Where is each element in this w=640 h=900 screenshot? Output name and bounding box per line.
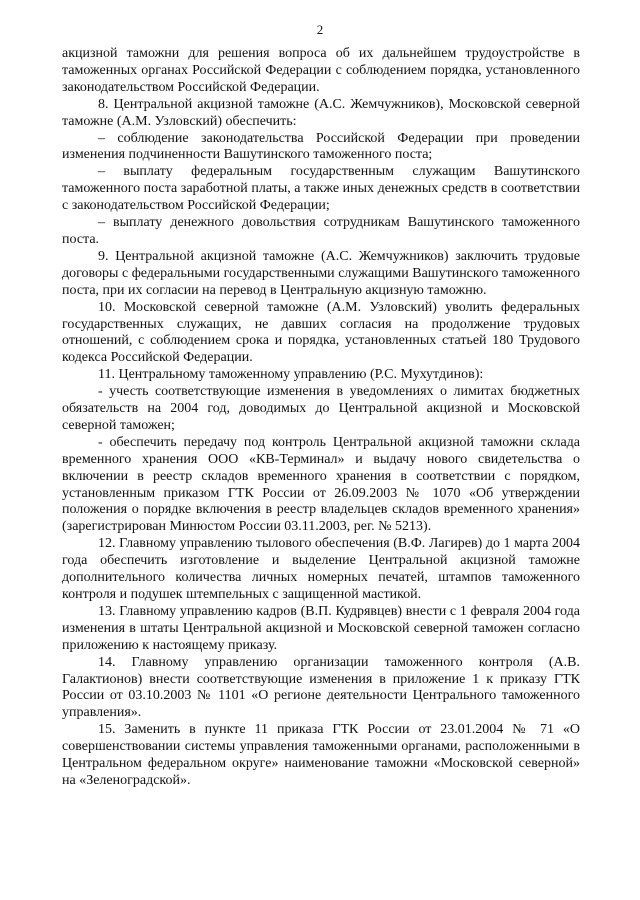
document-body: [62, 46, 580, 790]
paragraph: 11. Центральному таможенному управлению (Р.С. Мухутдинов):: [98, 367, 484, 383]
paragraph: - учесть соответствующие изменения в уведомлениях о лимитах бюджетных обязательств на 2004 год, доводимых до Центральной акцизной и Московской северной таможен;: [62, 384, 580, 433]
paragraph: 15. Заменить в пункте 11 приказа ГТК России от 23.01.2004 № 71 «О совершенствовании системы управления таможенными органами, расположенными в Центральном федеральном округе» наименование таможни «Московской северной» на «Зеленоградской».: [62, 722, 580, 788]
page-number: 2: [316, 22, 324, 37]
paragraph: – соблюдение законодательства Российской Федерации при проведении изменения подчиненности Вашутинского таможенного поста;: [62, 130, 580, 163]
paragraph: 8. Центральной акцизной таможне (А.С. Жемчужников), Московской северной таможне (А.М. Узловский) обеспечить:: [62, 96, 580, 129]
paragraph: 9. Центральной акцизной таможне (А.С. Жемчужников) заключить трудовые договоры с федеральными государственными служащими Вашутинского таможенного поста, при их согласии на перевод в Центральную акцизную таможню.: [62, 248, 580, 298]
paragraph: – выплату федеральным государственным служащим Вашутинского таможенного поста заработной платы, а также иных денежных средств в соответствии с законодательством Российской Федерации;: [62, 164, 580, 214]
paragraph: - обеспечить передачу под контроль Центральной акцизной таможни склада временного хранения ООО «КВ-Терминал» и выдачу нового свидетельства о включении в реестр складов временного хранения в соответствии с порядком, установленным приказом ГТК России от 26.09.2003 № 1070 «Об утверждении положения о порядке включения в реестр владельцев складов временного хранения» (зарегистрирован Минюстом России 03.11.2003, рег. № 5213).: [62, 434, 580, 535]
paragraph: 12. Главному управлению тылового обеспечения (В.Ф. Лагирев) до 1 марта 2004 года обеспечить изготовление и выделение Центральной акцизной таможне дополнительного количества личных номерных печатей, штампов таможенного контроля и подушек штемпельных с защищенной мастикой.: [62, 536, 580, 602]
paragraph: 13. Главному управлению кадров (В.П. Кудрявцев) внести с 1 февраля 2004 года изменения в штаты Центральной акцизной и Московской северной таможен согласно приложению к настоящему приказу.: [62, 603, 580, 653]
paragraph: 14. Главному управлению организации таможенного контроля (А.В. Галактионов) внести соответствующие изменения в приложение 1 к приказу ГТК России от 03.10.2003 № 1101 «О регионе деятельности Центрального таможенного управления».: [62, 654, 580, 721]
paragraph: – выплату денежного довольствия сотрудникам Вашутинского таможенного поста.: [62, 215, 580, 247]
paragraph: акцизной таможни для решения вопроса об их дальнейшем трудоустройстве в таможенных органах Российской Федерации с соблюдением порядка, установленного законодательством Российской Федерации.: [62, 46, 580, 95]
paragraph: 10. Московской северной таможне (А.М. Узловский) уволить федеральных государственных служащих, не давших согласия на продолжение трудовых отношений, с соблюдением срока и порядка, установленных статьей 180 Трудового кодекса Российской Федерации.: [62, 299, 580, 366]
